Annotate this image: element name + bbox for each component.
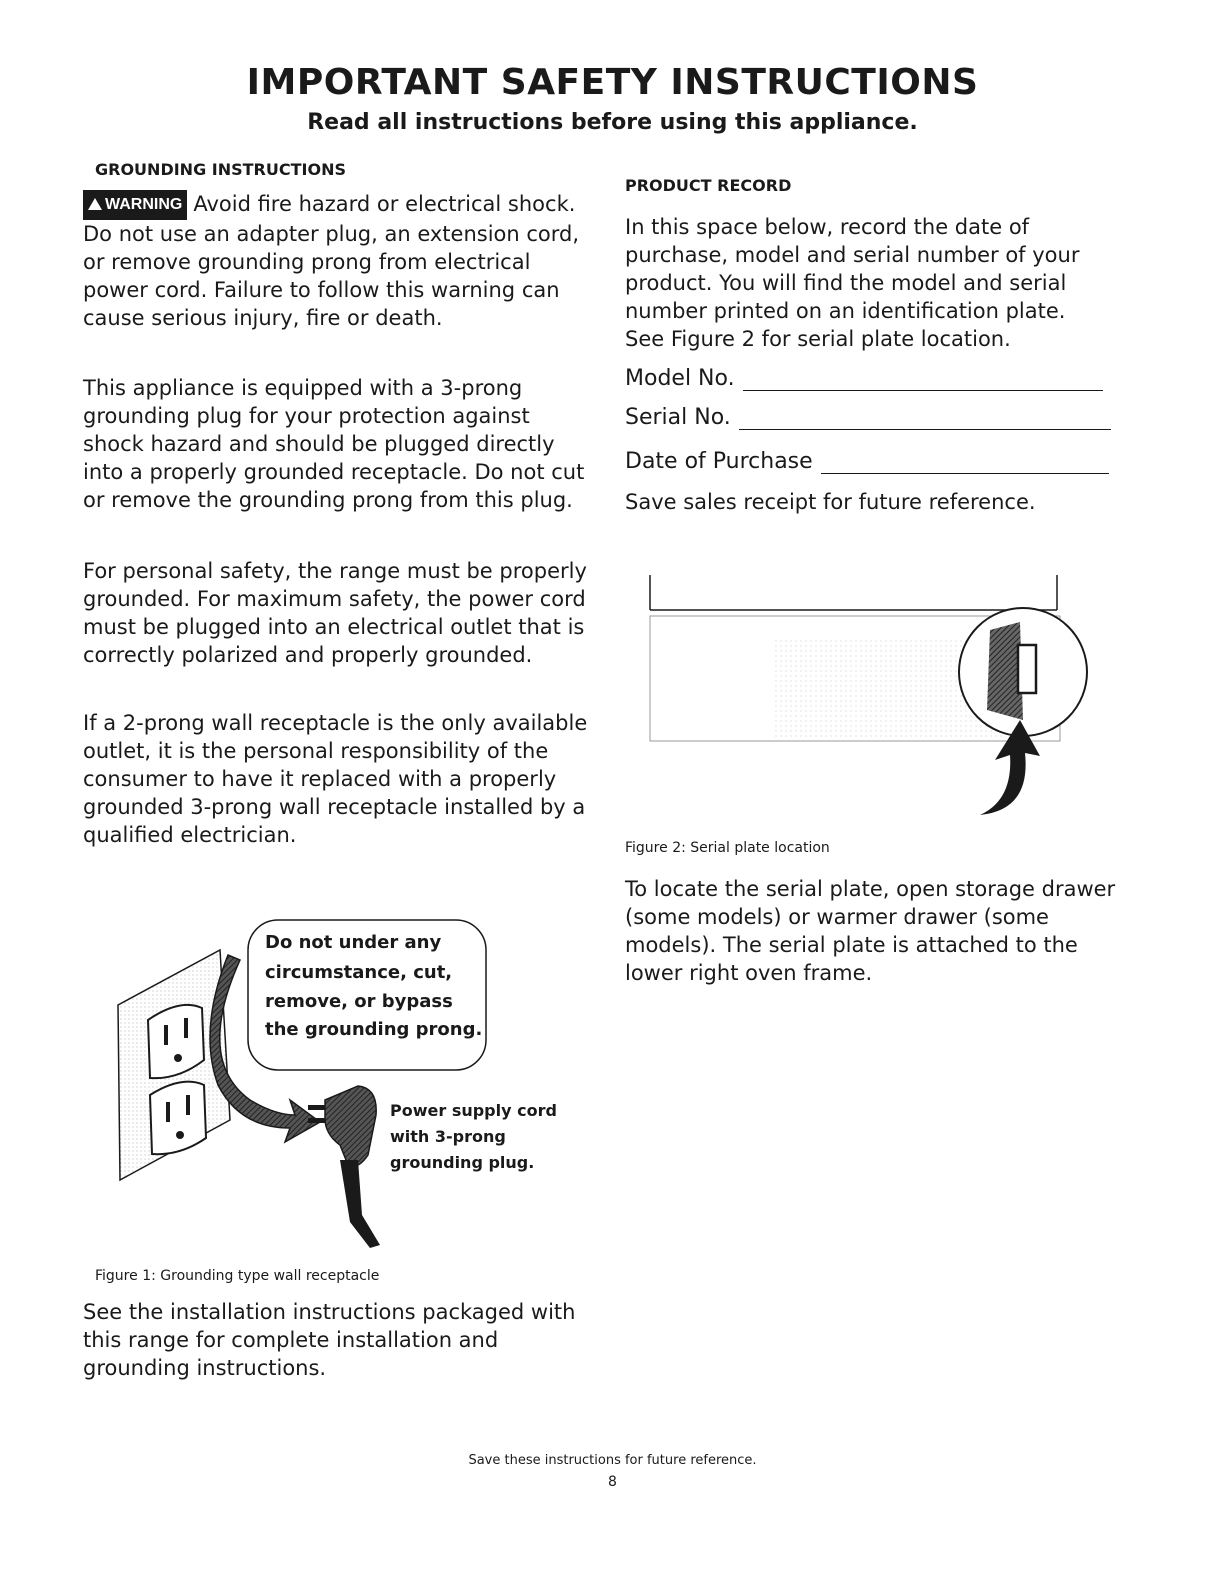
- model-label: Model No.: [625, 366, 735, 391]
- footer-note: Save these instructions for future reference.: [468, 1453, 757, 1468]
- date-of-purchase-field[interactable]: [625, 449, 1109, 474]
- see-instructions-paragraph: See the installation instructions packaged with this range for complete installation and grounding instructions.: [83, 1300, 576, 1380]
- serial-plate: [1018, 645, 1036, 693]
- equipped-paragraph: This appliance is equipped with a 3-prong grounding plug for your protection against shock hazard and should be plugged directly into a properly grounded receptacle. Do not cut or remove the grounding prong from this plug.: [83, 376, 585, 512]
- callout-text: Do not under any circumstance, cut, remove, or bypass the grounding prong.: [265, 932, 483, 1040]
- warning-badge: [83, 190, 187, 220]
- page-number: 8: [608, 1474, 617, 1490]
- model-number-field[interactable]: [625, 366, 1103, 391]
- figure1-caption: Figure 1: Grounding type wall receptacle: [95, 1268, 380, 1284]
- locate-serial-paragraph: To locate the serial plate, open storage drawer (some models) or warmer drawer (some models). The serial plate is attached to the lower right oven frame.: [625, 877, 1116, 985]
- page-title: IMPORTANT SAFETY INSTRUCTIONS: [246, 62, 979, 103]
- product-record-paragraph: In this space below, record the date of purchase, model and serial number of your product. You will find the model and serial number printed on an identification plate. See Figure 2 for serial plate location.: [625, 215, 1080, 351]
- warning-paragraph: [83, 190, 588, 332]
- model-blank-line[interactable]: [743, 372, 1103, 391]
- date-blank-line[interactable]: [821, 455, 1109, 474]
- outlet-bottom: [150, 1082, 206, 1155]
- product-record-heading: PRODUCT RECORD: [625, 176, 792, 195]
- grounding-heading: GROUNDING INSTRUCTIONS: [95, 160, 346, 179]
- serial-plate-figure: [645, 570, 1095, 840]
- serial-label: Serial No.: [625, 405, 731, 430]
- date-label: Date of Purchase: [625, 449, 813, 474]
- plug-body: [325, 1086, 376, 1166]
- figure2-caption: Figure 2: Serial plate location: [625, 840, 830, 856]
- grounding-receptacle-figure: [100, 910, 580, 1250]
- two-prong-paragraph: If a 2-prong wall receptacle is the only available outlet, it is the personal responsibility of the consumer to have it replaced with a properly grounded 3-prong wall receptacle installed by a qualified electrician.: [83, 711, 588, 847]
- warning-label: WARNING: [105, 196, 183, 213]
- cord-label: Power supply cord with 3-prong grounding plug.: [390, 1101, 557, 1172]
- save-receipt-text: Save sales receipt for future reference.: [625, 490, 1036, 514]
- serial-blank-line[interactable]: [739, 411, 1111, 430]
- personal-safety-paragraph: For personal safety, the range must be properly grounded. For maximum safety, the power cord must be plugged into an electrical outlet that is correctly polarized and properly grounded.: [83, 559, 587, 667]
- power-cord: [340, 1160, 380, 1248]
- page-subtitle: Read all instructions before using this appliance.: [307, 110, 918, 135]
- serial-number-field[interactable]: [625, 405, 1111, 430]
- warning-triangle-icon: [88, 198, 102, 210]
- warning-text: Avoid fire hazard or electrical shock. Do not use an adapter plug, an extension cord, or remove grounding prong from electrical power cord. Failure to follow this warning can cause serious injury, fire or death.: [83, 192, 580, 330]
